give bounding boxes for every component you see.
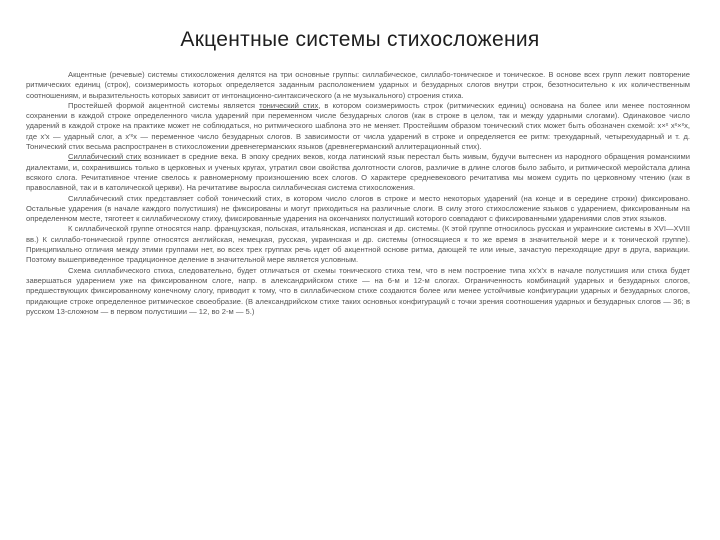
page-title: Акцентные системы стихосложения [180, 28, 540, 51]
paragraph-tonic-text: , в котором соизмеримость строк (ритмических единиц) основана на более или менее постоянном сохранении в каждой строке определенного числа ударений при переменном числе безударных слогов (как в строке в целом, так и между ударными слогами). Одинаковое число ударений в каждой строке на практике может не соблюдаться, но ритмического шаблона это не меняет. Простейшим образом тонический стих может быть обозначен схемой: x×ˣ xˣ×ˣx, где x'x — ударный слог, а x'ˣx — переменное число безударных слогов. В зависимости от числа ударений в строке и определяется ее ритм: трехударный, четырехударный и т. д. Тонический стих весьма распространен в стихосложении древнегерманских языков (древнегерманский аллитерационный стих). [26, 100, 690, 152]
paragraph-syllabic-origin [26, 152, 690, 193]
paragraph-intro: Акцентные (речевые) системы стихосложения делятся на три основные группы: силлабическое, силлабо-тоническое и тоническое. В основе всех групп лежит повторение ритмических единиц (строк), соизмеримость которых определяется заданным расположением ударных и безударных слогов внутри строк, безотносительно к их количественным соотношениям, и выразительность которых зависит от интонационно-синтаксического (а не музыкального) строения стиха. [26, 70, 690, 100]
paragraph-tonic-verse [26, 101, 690, 152]
paragraph-tonic-lead: Простейшей формой акцентной системы является [68, 100, 255, 110]
paragraph-syllabic-definition: Силлабический стих представляет собой тонический стих, в котором число слогов в строке и место некоторых ударений (на конце и в середине строки) фиксировано. Остальные ударения (в начале каждого полустишия) не фиксированы и могут приходиться на различные слоги. В силу этого стихосложение языков с ударением, фиксированным на определенном месте, тяготеет к силлабическому стиху, фиксированные ударения на окончаниях полустиший которого совпадают с фиксированными ударениями слов этих языков. [26, 193, 690, 224]
paragraph-syllabic-text: возникает в средние века. В эпоху средних веков, когда латинский язык перестал быть живым, будучи вытеснен из народного обращения романскими диалектами, и, сохранившись только в церковных и ученых кругах, утратил свои свойства долготности слогов, различие в длине слогов было забыто, и ритмической меройстала длина всякого слога. Речитативное чтение свелось к равномерному произношению всех слогов. О характере средневекового речитатива мы можем судить по церковному чтению (как в православной, так и в католической церкви). На речитативе выросла силлабическая система стихосложения. [26, 152, 690, 193]
term-syllabic-verse: Силлабический стих [68, 152, 142, 162]
document-body [26, 70, 690, 317]
paragraph-scheme: Схема силлабического стиха, следовательно, будет отличаться от схемы тонического стиха тем, что в нем построение типа xx'x'x в начале полустишия или стиха будет завершаться ударением уже на фиксированном слоге, напр. в александрийском стихе — на 6-м и 12-м слогах. Ограниченность комбинаций ударных и безударных слогов, предшествующих фиксированному конечному слогу, приводит к тому, что в силлабическом стихе создаются более или менее устойчивые конфигурации ударных и безударных слогов, придающие строке определенное ритмическое своеобразие. (В александрийском стихе таких основных конфигураций с точки зрения соотношения ударных и безударных слогов — 36; в русском 13-сложном — в первом полустишии — 12, во 2-м — 5.) [26, 265, 690, 316]
paragraph-groups: К силлабической группе относятся напр. французская, польская, итальянская, испанская и др. системы. (К этой группе относилось русская и украинские системы в XVI—XVIII вв.) К силлабо-тонической группе относятся английская, немецкая, русская, украинская и др. системы (относящиеся к то же время в значительной мере и к тонической группе). Принципиально отличия между этими группами нет, во всех трех группах речь идет об акцентной основе ритма, дающей те или иные, зачастую переходящие друг в друга, вариации. Поэтому вышеприведенное традиционное деление в значительной мере является условным. [26, 224, 690, 265]
term-tonic-verse: тонический стих [259, 100, 319, 110]
